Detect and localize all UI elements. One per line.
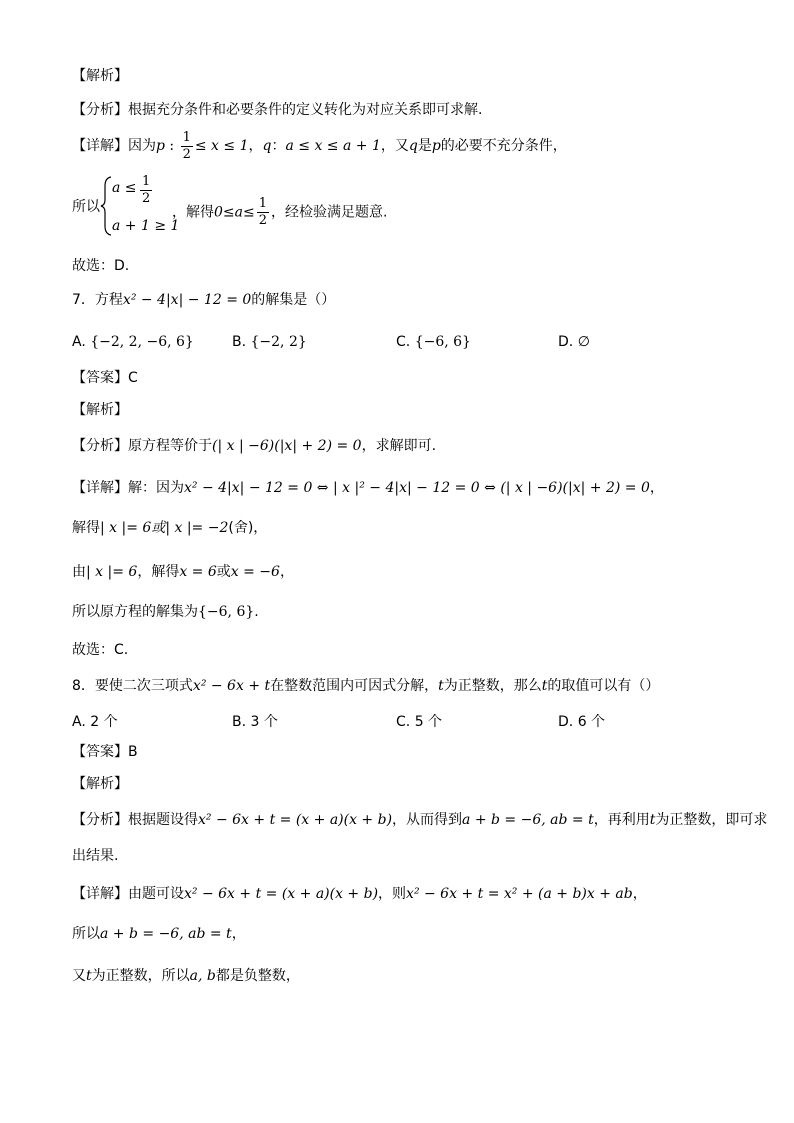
- detail-prefix: 【详解】因为: [72, 138, 156, 154]
- option-8-d: D. 6 个: [558, 714, 606, 730]
- analysis-q7: 【分析】原方程等价于(| x | −6)(|x| + 2) = 0，求解即可.: [72, 438, 437, 454]
- q7-equation: x² − 4|x| − 12 = 0: [122, 292, 252, 308]
- answer-q8: 【答案】B: [72, 744, 138, 760]
- sign-q8: 又t为正整数，所以a, b都是负整数，: [72, 968, 300, 984]
- result-q7: 所以原方程的解集为{−6, 6}.: [72, 604, 259, 620]
- answer-q7: 【答案】C: [72, 370, 138, 386]
- p-range: ≤ x ≤ 1: [194, 138, 249, 154]
- option-7-b: B. {−2, 2}: [232, 334, 307, 350]
- detail-q7: 【详解】解：因为x² − 4|x| − 12 = 0 ⇔ | x |² − 4|x| − 12 = 0 ⇔ (| x | −6)(|x| + 2) = 0，: [72, 480, 664, 496]
- option-7-d: D. ∅: [558, 334, 590, 350]
- option-7-a: A. {−2, 2, −6, 6}: [72, 334, 194, 350]
- option-8-a: A. 2 个: [72, 714, 118, 730]
- system-row-1: a ≤: [112, 180, 137, 196]
- option-8-b: B. 3 个: [232, 714, 278, 730]
- answer-choice-q6: 故选：D.: [72, 258, 130, 274]
- solve-q7: 解得| x |= 6或| x |= −2(舍)，: [72, 520, 268, 536]
- var-p: p: [156, 138, 165, 154]
- analysis-q8: 【分析】根据题设得x² − 6x + t = (x + a)(x + b)，从而得到a + b = −6, ab = t，再利用t为正整数，即可求: [72, 812, 768, 828]
- system-fraction: $\frac{1}{2}$: [142, 174, 151, 206]
- section-label-jiexi-8: 【解析】: [72, 776, 128, 792]
- q-range: a ≤ x ≤ a + 1: [285, 138, 381, 154]
- var-q: q: [262, 138, 272, 154]
- section-label-jiexi-7: 【解析】: [72, 402, 128, 418]
- question-8: 8．要使二次三项式x² − 6x + t在整数范围内可因式分解，t为正整数，那么t的取值可以有（）: [72, 678, 660, 694]
- option-8-c: C. 5 个: [396, 714, 443, 730]
- relation-q8: 所以a + b = −6, ab = t，: [72, 926, 246, 942]
- analysis-line: 【分析】根据充分条件和必要条件的定义转化为对应关系即可求解.: [72, 102, 483, 118]
- detail-q8: 【详解】由题可设x² − 6x + t = (x + a)(x + b)，则x² − 6x + t = x² + (a + b)x + ab，: [72, 886, 647, 902]
- solution-text: ，解得0≤a≤ $\frac{1}{2}$ ，经检验满足题意.: [172, 196, 388, 228]
- answer-choice-q7: 故选：C.: [72, 642, 129, 658]
- analysis-q8-cont: 出结果.: [72, 848, 119, 864]
- brace-icon: [100, 176, 112, 236]
- option-7-c: C. {−6, 6}: [396, 334, 471, 350]
- inequality-system: 所以 a ≤ $\frac{1}{2}$ a + 1 ≥ 1 ，解得0≤a≤ $\frac{1}{2}$ ，经检验满足题意.: [72, 174, 388, 234]
- fraction-half: $\frac{1}{2}$: [182, 129, 191, 162]
- from-q7: 由| x |= 6，解得x = 6或x = −6，: [72, 564, 294, 580]
- detail-line-q6: 【详解】因为p : $\frac{1}{2}$ ≤ x ≤ 1，q：a ≤ x ≤ a + 1，又q是p的必要不充分条件，: [72, 129, 567, 162]
- question-7: 7．方程x² − 4|x| − 12 = 0的解集是（）: [72, 292, 336, 308]
- system-row-2: a + 1 ≥ 1: [112, 218, 180, 234]
- section-label-jiexi: 【解析】: [72, 68, 128, 84]
